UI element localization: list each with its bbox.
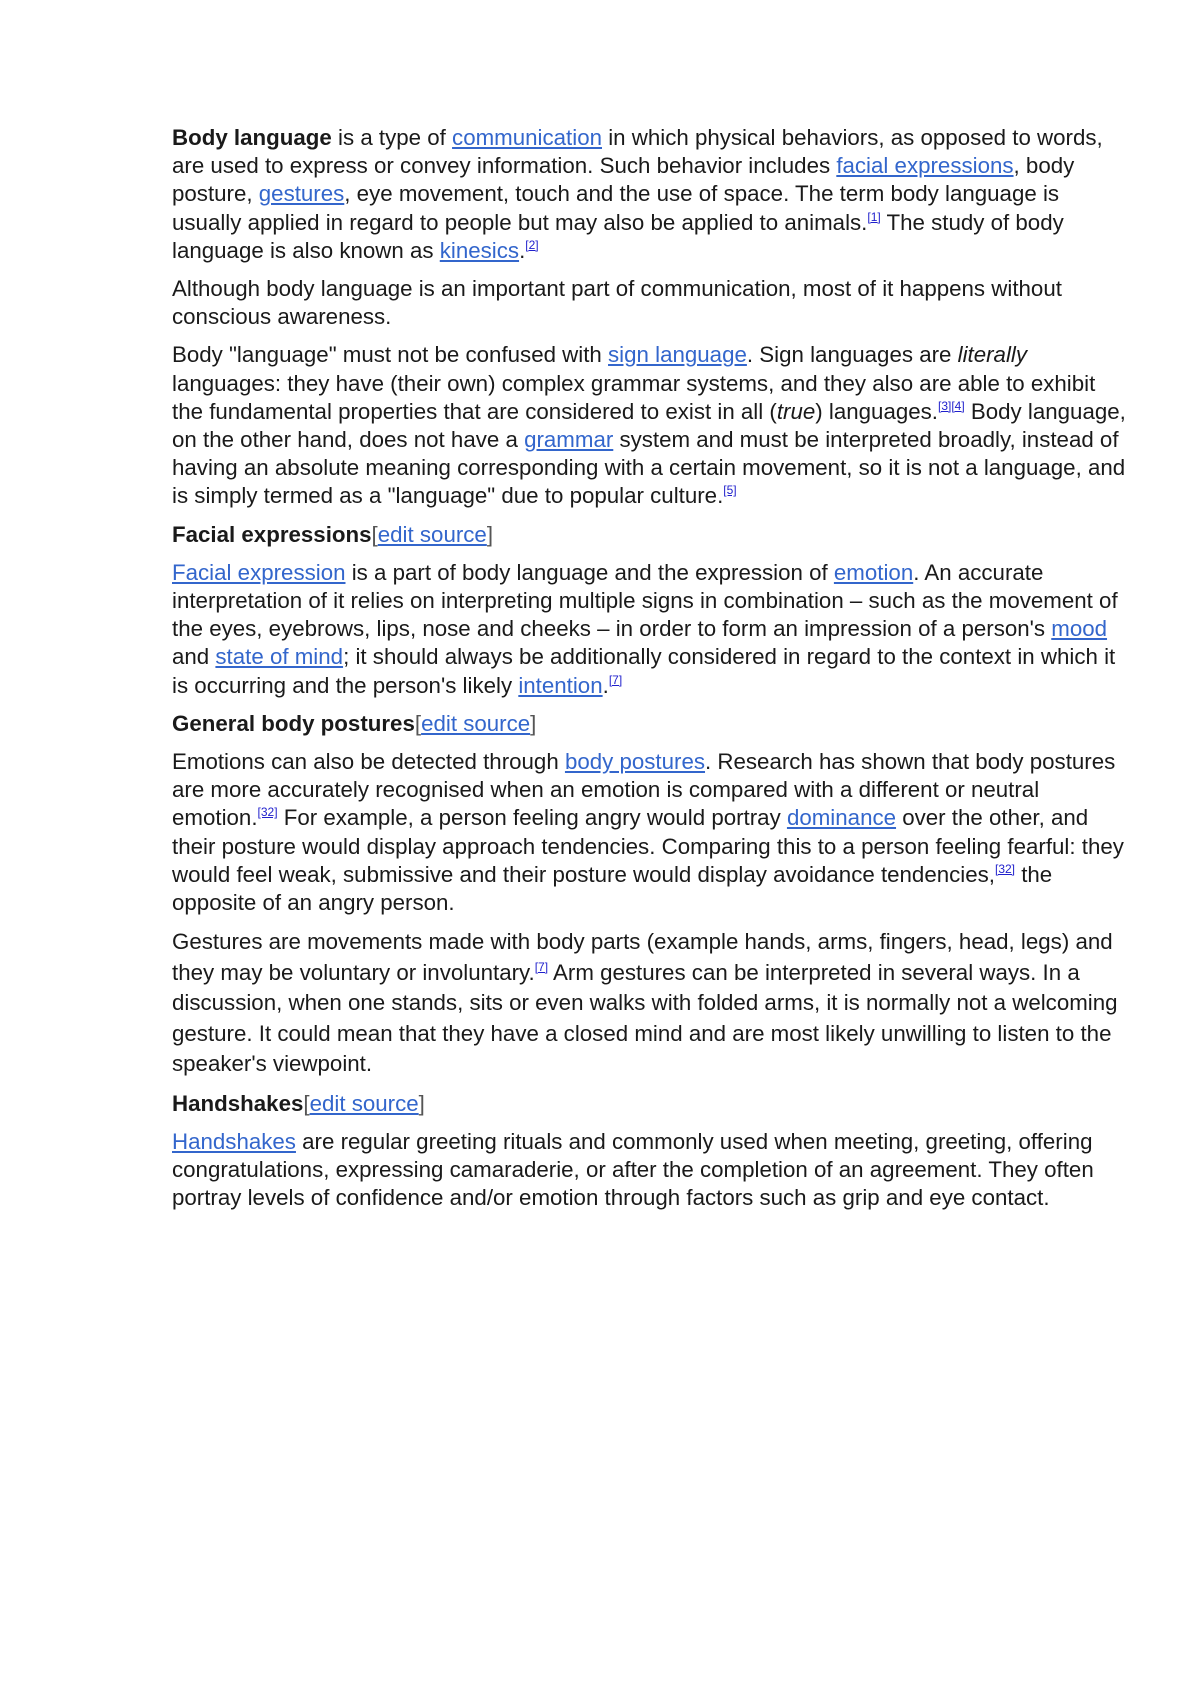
intro-paragraph-3 xyxy=(172,341,1127,510)
text-run: and xyxy=(172,644,216,670)
bracket-close: ] xyxy=(486,521,494,547)
italic-literally: literally xyxy=(957,342,1028,368)
link-communication[interactable]: communication xyxy=(452,125,602,150)
text-run: Arm gestures can be interpreted in several ways. In a discussion, when one stands, sits or even walks with folded arms, it is normally not a welcoming gesture. It could mean that they have a closed mind and are most likely unwilling to listen to the speaker's viewpoint. xyxy=(172,959,1118,1077)
link-handshakes[interactable]: Handshakes xyxy=(172,1128,296,1154)
reference-link-5[interactable]: [5] xyxy=(723,483,737,498)
text-run: , eye movement, touch and the use of space. The term body language is usually applied in regard to people but may also be applied to animals. xyxy=(172,181,1060,235)
link-body-postures[interactable]: body postures xyxy=(564,749,706,775)
link-grammar[interactable]: grammar xyxy=(524,427,614,453)
text-run: The study of body language is also known as xyxy=(172,209,1064,263)
text-run: . xyxy=(519,237,526,263)
text-run: over the other, and their posture would display approach tendencies. Comparing this to a person feeling fearful: they would feel weak, submissive and their posture would display avoidance tendencies, xyxy=(172,805,1124,887)
reference-link-7[interactable]: [7] xyxy=(608,672,623,687)
postures-paragraph-1 xyxy=(172,748,1127,917)
text-run: . Sign languages are xyxy=(746,342,958,368)
reference-link-4[interactable]: [4] xyxy=(951,398,965,413)
text-run: ) languages. xyxy=(815,398,938,424)
text-run: the opposite of an angry person. xyxy=(172,861,1053,916)
reference-5 xyxy=(723,483,736,497)
link-mood[interactable]: mood xyxy=(1051,616,1108,642)
link-facial-expression[interactable]: Facial expression xyxy=(172,559,346,585)
postures-paragraph-2 xyxy=(172,927,1127,1080)
text-run: . xyxy=(602,672,609,698)
text-run: Body language, on the other hand, does not have a xyxy=(172,398,1126,453)
link-intention[interactable]: intention xyxy=(518,672,603,698)
text-run: is a type of xyxy=(331,125,453,150)
reference-link-32[interactable]: [32] xyxy=(257,805,278,820)
intro-paragraph-1 xyxy=(172,124,1127,265)
link-facial-expressions[interactable]: facial expressions xyxy=(836,153,1014,179)
bracket-close: ] xyxy=(418,1090,425,1116)
text-run: in which physical behaviors, as opposed to words, are used to express or convey information. Such behavior includes xyxy=(172,125,1103,179)
text-run: system and must be interpreted broadly, instead of having an absolute meaning corresponding with a certain movement, so it is not a language, and is simply termed as a "language" due to popular culture. xyxy=(172,427,1126,509)
bracket-open: [ xyxy=(414,710,422,736)
intro-paragraph-2: Although body language is an important part of communication, most of it happens without conscious awareness. xyxy=(172,276,1062,330)
reference-link-7[interactable]: [7] xyxy=(534,959,549,974)
italic-true: true xyxy=(776,398,816,424)
reference-32 xyxy=(995,862,1015,876)
reference-link-32[interactable]: [32] xyxy=(994,861,1015,876)
edit-source-link-facial[interactable]: edit source xyxy=(377,521,487,547)
handshakes-paragraph xyxy=(172,1128,1127,1213)
facial-paragraph xyxy=(172,559,1127,700)
text-run: Body "language" must not be confused with xyxy=(172,342,609,368)
reference-3-4 xyxy=(938,399,965,413)
text-run: is a part of body language and the expression of xyxy=(345,559,834,585)
text-run: are regular greeting rituals and commonly used when meeting, greeting, offering congratulations, expressing camaraderie, or after the completion of an agreement. They often portray levels of confidence and/or emotion through factors such as grip and eye contact. xyxy=(172,1128,1094,1211)
text-run: . Research has shown that body postures are more accurately recognised when an emotion is compared with a different or neutral emotion. xyxy=(172,749,1116,831)
link-emotion[interactable]: emotion xyxy=(833,559,914,585)
link-state-of-mind[interactable]: state of mind xyxy=(215,644,344,670)
reference-link-2[interactable]: [2] xyxy=(525,237,539,252)
section-heading-handshakes xyxy=(172,1090,1127,1118)
bracket-close: ] xyxy=(530,710,537,736)
text-run: For example, a person feeling angry would portray xyxy=(277,805,787,831)
reference-7 xyxy=(535,960,548,974)
reference-1 xyxy=(867,210,880,224)
text-run: Emotions can also be detected through xyxy=(172,749,565,775)
reference-link-1[interactable]: [1] xyxy=(867,209,881,224)
heading-text: General body postures xyxy=(172,710,415,736)
edit-source-link-postures[interactable]: edit source xyxy=(421,710,531,736)
heading-text: Handshakes xyxy=(172,1090,304,1116)
link-dominance[interactable]: dominance xyxy=(786,805,897,831)
heading-text: Facial expressions xyxy=(172,521,372,547)
reference-link-3[interactable]: [3] xyxy=(938,398,952,413)
section-heading-facial-expressions xyxy=(172,521,1127,549)
reference-7 xyxy=(609,673,622,687)
edit-source-link-handshakes[interactable]: edit source xyxy=(309,1090,419,1116)
reference-2 xyxy=(525,238,538,252)
bracket-open: [ xyxy=(303,1090,310,1116)
link-sign-language[interactable]: sign language xyxy=(608,342,747,368)
text-run: , body posture, xyxy=(172,153,1075,207)
bracket-open: [ xyxy=(371,521,378,547)
reference-32 xyxy=(258,805,278,819)
document-body xyxy=(172,124,1127,1223)
link-gestures[interactable]: gestures xyxy=(258,181,345,207)
lead-term: Body language xyxy=(172,125,332,150)
link-kinesics[interactable]: kinesics xyxy=(439,237,520,263)
text-run: . An accurate interpretation of it relies on interpreting multiple signs in combination – such as the movement of the eyes, eyebrows, lips, nose and cheeks – in order to form an impression of a person's xyxy=(172,559,1118,642)
section-heading-general-body-postures xyxy=(172,710,1127,738)
text-run: ; it should always be additionally considered in regard to the context in which it is occurring and the person's likely xyxy=(172,644,1116,698)
text-run: Gestures are movements made with body parts (example hands, arms, fingers, head, legs) and they may be voluntary or involuntary. xyxy=(172,929,1113,985)
text-run: languages: they have (their own) complex grammar systems, and they also are able to exhibit the fundamental properties that are considered to exist in all ( xyxy=(172,370,1096,424)
